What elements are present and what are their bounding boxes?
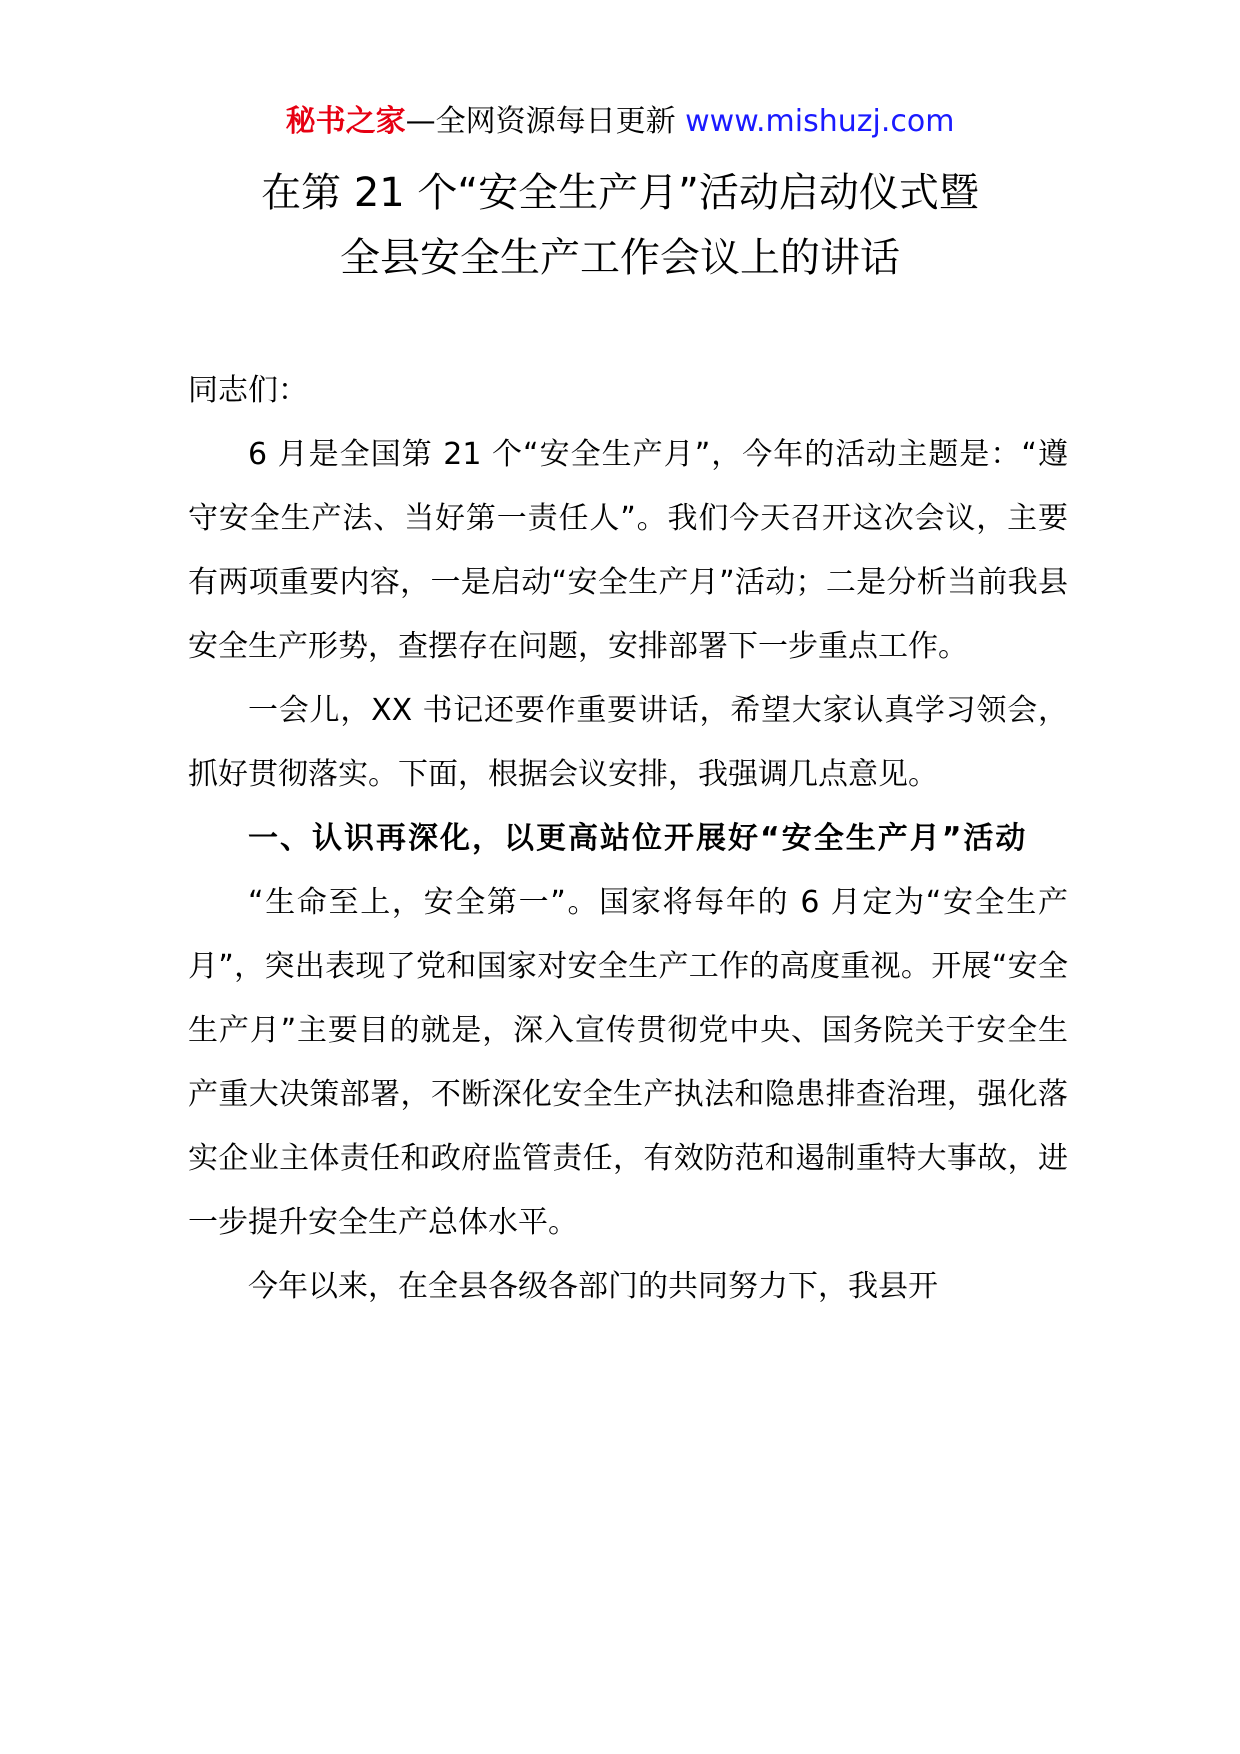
document-title-line-2: 全县安全生产工作会议上的讲话 <box>340 235 900 281</box>
paragraph: “生命至上，安全第一”。国家将每年的 6 月定为“安全生产月”，突出表现了党和国家对安全生产工作的高度重视。开展“安全生产月”主要目的就是，深入宣传贯彻党中央、国务院关于安全生产重大决策部署，不断深化安全生产执法和隐患排查治理，强化落实企业主体责任和政府监管责任，有效防范和遏制重特大事故，进一步提升安全生产总体水平。 <box>188 885 1068 1240</box>
paragraph: 今年以来，在全县各级各部门的共同努力下，我县开 <box>248 1269 938 1304</box>
salutation: 同志们： <box>188 373 308 408</box>
header-tagline: —全网资源每日更新 <box>405 104 676 139</box>
paragraph: 一会儿，XX 书记还要作重要讲话，希望大家认真学习领会，抓好贯彻落实。下面，根据会议安排，我强调几点意见。 <box>188 693 1068 792</box>
site-header <box>0 100 1240 144</box>
site-url-link[interactable]: www.mishuzj.com <box>685 104 955 139</box>
document-body <box>188 359 1068 1319</box>
section-heading: 一、认识再深化，以更高站位开展好“安全生产月”活动 <box>248 821 1028 856</box>
document-title-line-1: 在第 21 个“安全生产月”活动启动仪式暨 <box>261 170 979 216</box>
paragraph: 6 月是全国第 21 个“安全生产月”，今年的活动主题是：“遵守安全生产法、当好第一责任人”。我们今天召开这次会议，主要有两项重要内容，一是启动“安全生产月”活动；二是分析当前我县安全生产形势，查摆存在问题，安排部署下一步重点工作。 <box>188 437 1068 664</box>
brand-name: 秘书之家 <box>285 104 406 139</box>
